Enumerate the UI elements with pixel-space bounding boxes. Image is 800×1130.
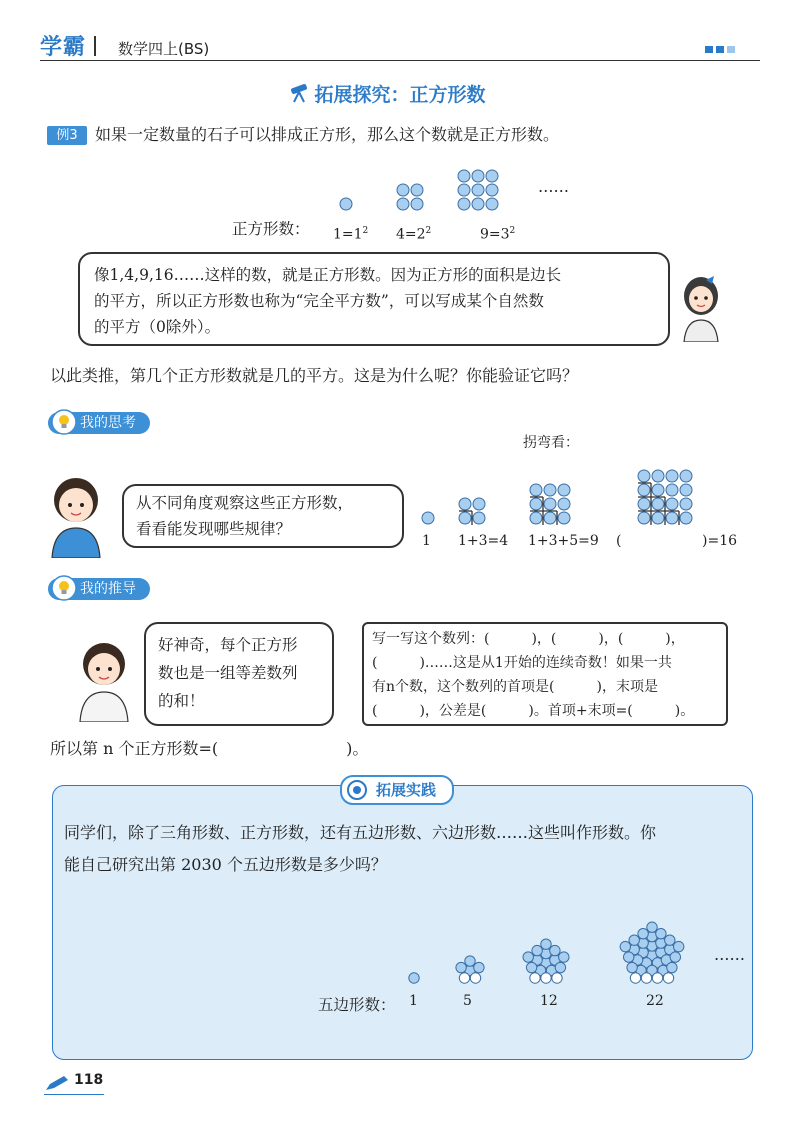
stone-dot	[473, 512, 485, 524]
stone-dot	[486, 170, 498, 182]
deduce-fill-box	[362, 622, 728, 726]
square-row-label: 正方形数：	[232, 220, 310, 238]
stone-dot	[397, 184, 409, 196]
speech-line: 数也是一组等差数列	[158, 664, 298, 682]
stone-dot	[663, 973, 673, 983]
stone-dot	[470, 973, 480, 983]
square-dot-figures	[330, 160, 530, 214]
stone-dot	[647, 922, 657, 932]
stone-dot	[409, 973, 419, 983]
example-question: 以此类推，第几个正方形数就是几的平方。这是为什么呢？你能验证它吗？	[50, 366, 579, 385]
stone-dot	[541, 973, 551, 983]
pentagon-value: 12	[540, 993, 558, 1009]
book-label: 数学四上(BS)	[118, 40, 210, 58]
formula-1: $1=1^2$	[333, 226, 369, 243]
boy-avatar	[70, 638, 140, 722]
bend-label: 拐弯看：	[523, 435, 579, 451]
deduce-conclusion: 所以第 n 个正方形数=( )。	[50, 739, 369, 758]
stone-dot	[666, 498, 678, 510]
stone-dot	[456, 962, 466, 972]
example-statement: 如果一定数量的石子可以排成正方形，那么这个数就是正方形数。	[95, 125, 560, 144]
stone-dot	[641, 973, 651, 983]
stone-dot	[422, 512, 434, 524]
stone-dot	[638, 928, 648, 938]
stone-dot	[486, 184, 498, 196]
lightbulb-icon	[50, 574, 78, 602]
stone-dot	[530, 484, 542, 496]
example-tag: 例3	[47, 126, 87, 145]
practice-line: 同学们，除了三角形数、正方形数，还有五边形数、六边形数……这些叫作形数。你	[64, 823, 657, 842]
fill-line: 写一写这个数列：( )，( )，( )，	[372, 631, 685, 647]
stone-dot	[472, 170, 484, 182]
stone-dot	[474, 962, 484, 972]
stone-dot	[458, 170, 470, 182]
stone-dot	[541, 939, 551, 949]
speech-line: 的平方（0除外）。	[94, 318, 221, 336]
speech-line: 好神奇，每个正方形	[158, 636, 298, 654]
target-icon	[346, 779, 368, 801]
fill-line: ( )……这是从1开始的连续奇数！如果一共	[372, 655, 672, 671]
stone-dot	[459, 512, 471, 524]
stone-dot	[552, 973, 562, 983]
sum-blank-open: (	[616, 533, 622, 549]
formula-4: $4=2^2$	[396, 226, 432, 243]
stone-dot	[458, 198, 470, 210]
stone-dot	[458, 184, 470, 196]
lightbulb-icon	[50, 408, 78, 436]
page-number: 118	[74, 1072, 104, 1088]
stone-dot	[652, 498, 664, 510]
sum-label: 1+3=4	[458, 533, 509, 549]
stone-dot	[624, 952, 634, 962]
stone-dot	[652, 973, 662, 983]
stone-dot	[559, 952, 569, 962]
stone-dot	[530, 512, 542, 524]
stone-dot	[680, 498, 692, 510]
girl-avatar	[676, 272, 726, 342]
stone-dot	[656, 928, 666, 938]
stone-dot	[630, 973, 640, 983]
stone-dot	[667, 962, 677, 972]
stone-dot	[397, 198, 409, 210]
sum-label: 1+3+5=9	[528, 533, 599, 549]
speech-line: 的平方，所以正方形数也称为“完全平方数”，可以写成某个自然数	[94, 292, 544, 310]
stone-dot	[638, 470, 650, 482]
practice-ellipsis: ……	[714, 946, 745, 964]
stone-dot	[530, 973, 540, 983]
pencil-icon	[44, 1074, 70, 1092]
pentagon-value: 22	[646, 993, 664, 1009]
fill-line: ( )，公差是( )。首项+末项=( )。	[372, 703, 695, 719]
stone-dot	[652, 512, 664, 524]
stone-dot	[555, 962, 565, 972]
bend-dot-figures	[418, 456, 718, 526]
stone-dot	[526, 962, 536, 972]
stone-dot	[459, 973, 469, 983]
stone-dot	[670, 952, 680, 962]
topic-title: 拓展探究：正方形数	[314, 84, 486, 106]
stone-dot	[665, 935, 675, 945]
stone-dot	[652, 470, 664, 482]
stone-dot	[544, 498, 556, 510]
stone-dot	[638, 484, 650, 496]
stone-dot	[532, 945, 542, 955]
stone-dot	[558, 498, 570, 510]
speech-line: 看看能发现哪些规律？	[136, 520, 292, 538]
stone-dot	[673, 941, 683, 951]
stone-dot	[486, 198, 498, 210]
stone-dot	[666, 484, 678, 496]
stone-dot	[472, 184, 484, 196]
stone-dot	[411, 184, 423, 196]
stone-dot	[411, 198, 423, 210]
example-ellipsis: ……	[538, 178, 569, 196]
boy-avatar	[40, 472, 120, 558]
stone-dot	[680, 512, 692, 524]
header-square	[705, 46, 713, 53]
stone-dot	[666, 512, 678, 524]
deduce-badge: 我的推导	[48, 578, 150, 600]
teacher-speech-bubble	[78, 252, 670, 346]
practice-title: 拓展实践	[340, 775, 454, 805]
stone-dot	[544, 484, 556, 496]
thinking-speech-bubble	[122, 484, 404, 548]
pentagon-value: 1	[409, 993, 418, 1009]
deduce-speech-bubble	[144, 622, 334, 726]
stone-dot	[465, 956, 475, 966]
thinking-badge: 我的思考	[48, 412, 150, 434]
stone-dot	[627, 962, 637, 972]
stone-dot	[620, 941, 630, 951]
speech-line: 的和！	[158, 692, 205, 710]
pentagon-value: 5	[463, 993, 472, 1009]
stone-dot	[459, 498, 471, 510]
header-square	[716, 46, 724, 53]
brand-logo: 学霸	[40, 30, 86, 61]
stone-dot	[558, 512, 570, 524]
stone-dot	[530, 498, 542, 510]
pentagon-dot-figures	[396, 890, 716, 986]
stone-dot	[550, 945, 560, 955]
sum-label: 1	[422, 533, 431, 549]
stone-dot	[558, 484, 570, 496]
stone-dot	[680, 484, 692, 496]
stone-dot	[629, 935, 639, 945]
speech-line: 像1,4,9,16……这样的数，就是正方形数。因为正方形的面积是边长	[94, 266, 562, 284]
stone-dot	[544, 512, 556, 524]
fill-line: 有n个数，这个数列的首项是( )，末项是	[372, 679, 658, 695]
stone-dot	[340, 198, 352, 210]
stone-dot	[638, 498, 650, 510]
practice-line: 能自己研究出第 2030 个五边形数是多少吗？	[64, 855, 387, 874]
formula-9: $9=3^2$	[480, 226, 516, 243]
stone-dot	[652, 484, 664, 496]
speech-line: 从不同角度观察这些正方形数，	[136, 494, 354, 512]
header-square	[727, 46, 735, 53]
sum-blank-close: )=16	[702, 533, 738, 549]
header-rule	[40, 60, 760, 61]
stone-dot	[680, 470, 692, 482]
footer-rule	[44, 1094, 104, 1095]
pentagon-row-label: 五边形数：	[318, 996, 396, 1014]
stone-dot	[473, 498, 485, 510]
stone-dot	[472, 198, 484, 210]
stone-dot	[638, 512, 650, 524]
stone-dot	[523, 952, 533, 962]
stone-dot	[666, 470, 678, 482]
